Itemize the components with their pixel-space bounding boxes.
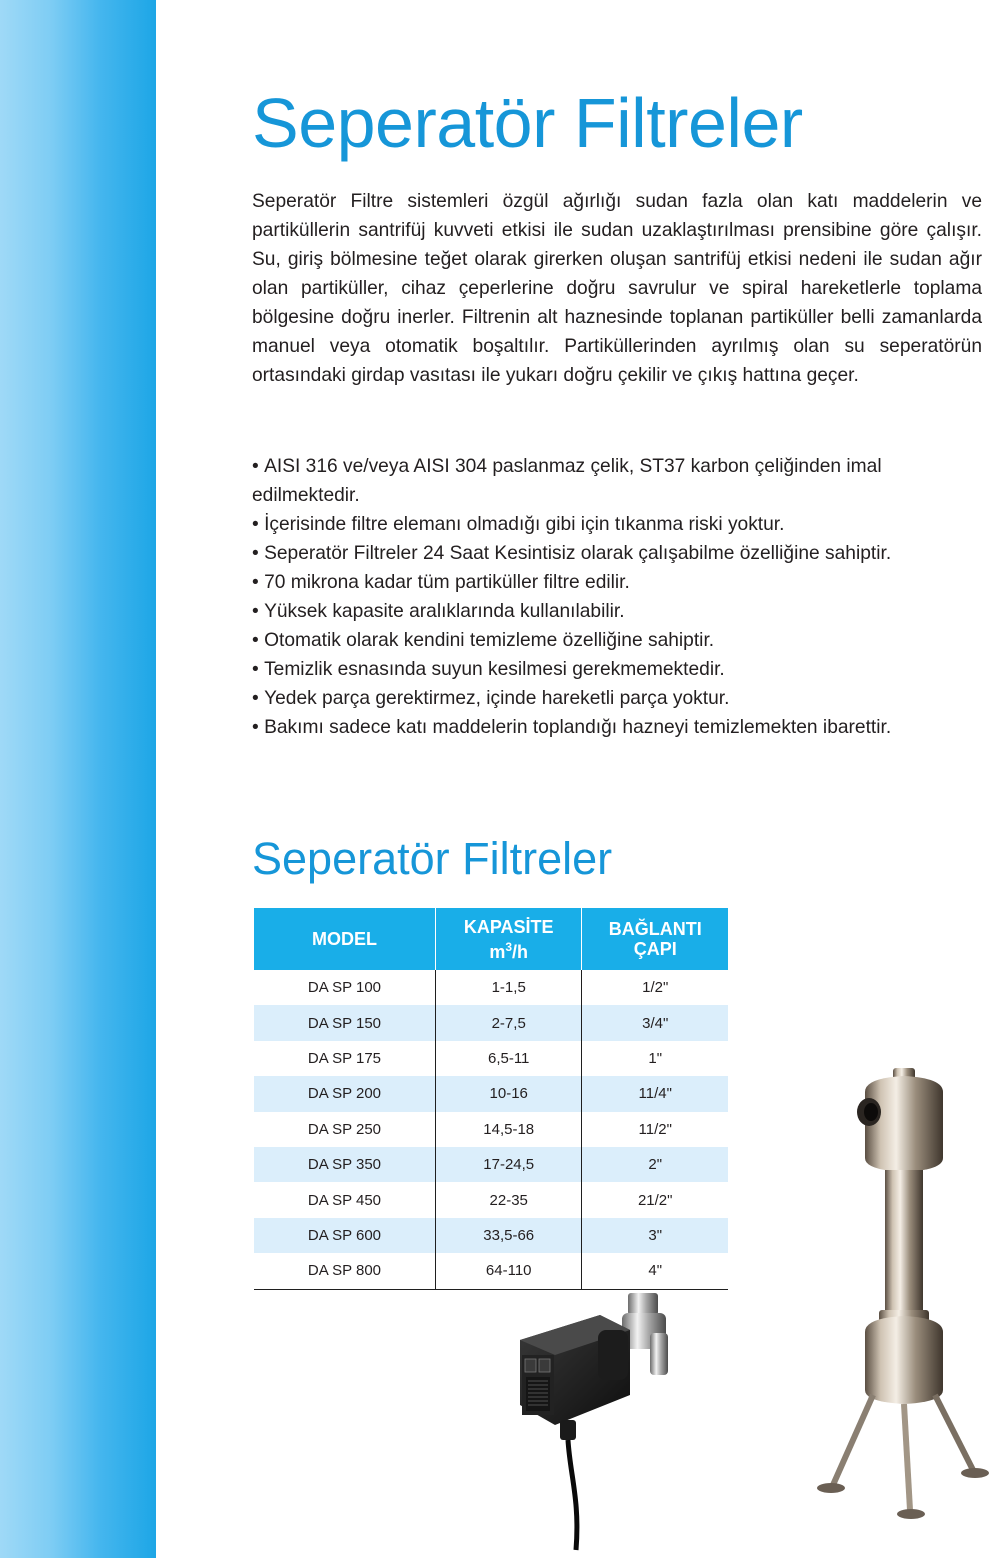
table-header-row [254,908,728,970]
header-model: MODEL [254,908,435,970]
cell-connection: 3/4" [582,1005,728,1040]
cell-capacity: 22-35 [435,1182,582,1217]
feature-item: • Bakımı sadece katı maddelerin toplandığı hazneyi temizlemekten ibarettir. [252,713,992,742]
cell-capacity: 6,5-11 [435,1041,582,1076]
header-capacity-unit: $m^3/h$ [489,939,529,962]
cell-model: DA SP 150 [254,1005,435,1040]
cell-capacity: 1-1,5 [435,970,582,1005]
feature-item: • Temizlik esnasında suyun kesilmesi gerekmemektedir. [252,655,992,684]
table-row [254,970,728,1005]
header-connection-label: BAĞLANTI [608,919,702,939]
header-capacity-label: KAPASİTE [463,916,554,937]
feature-item: • İçerisinde filtre elemanı olmadığı gibi için tıkanma riski yoktur. [252,510,992,539]
cell-model: DA SP 350 [254,1147,435,1182]
table-row [254,1041,728,1076]
cell-model: DA SP 100 [307,979,382,997]
page-title: Seperatör Filtreler [252,84,803,162]
table-row [254,1147,728,1182]
cell-capacity: 17-24,5 [435,1147,582,1182]
cell-connection: 1" [582,1041,728,1076]
feature-item: • AISI 316 ve/veya AISI 304 paslanmaz çelik, ST37 karbon çeliğinden imal edilmektedir. [252,452,992,510]
feature-item: • Otomatik olarak kendini temizleme özelliğine sahiptir. [252,626,992,655]
cell-connection: 4" [582,1253,728,1289]
cell-capacity: 14,5-18 [435,1112,582,1147]
cell-model: DA SP 800 [254,1253,435,1289]
cell-connection: 2" [582,1147,728,1182]
cell-model: DA SP 600 [254,1218,435,1253]
table-row [254,1005,728,1040]
intro-paragraph: Seperatör Filtre sistemleri özgül ağırlığı sudan fazla olan katı maddelerin ve partiküllerin santrifüj kuvveti etkisi ile sudan uzaklaştırılması prensibine göre çalışır. Su, giriş bölmesine teğet olarak girerken oluşan santrifüj etkisi nedeni ile sudan ağır olan partiküller, cihaz çeperlerine doğru savrulur ve spiral hareketlerle toplama bölgesine doğru inerler. Filtrenin alt haznesinde toplanan partiküller belli zamanlarda manuel veya otomatik boşaltılır. Partiküllerinden ayrılmış olan su seperatörün ortasındaki girdap vasıtası ile yukarı doğru çekilir ve çıkış hattına geçer. [252,191,982,386]
cell-connection: 21/2" [582,1182,728,1217]
separator-filter-image [815,1060,990,1535]
table-row [254,1076,728,1111]
cell-connection: 11/4" [582,1076,728,1111]
cell-model: DA SP 175 [307,1049,382,1067]
header-connection [582,908,728,970]
cell-model: DA SP 200 [254,1076,435,1111]
cell-capacity: 2-7,5 [435,1005,582,1040]
cell-capacity: 10-16 [435,1076,582,1111]
cell-connection: 11/2" [582,1112,728,1147]
table-row [254,1218,728,1253]
table-row [254,1253,728,1289]
feature-item: • Yüksek kapasite aralıklarında kullanılabilir. [252,597,992,626]
feature-item: • Seperatör Filtreler 24 Saat Kesintisiz olarak çalışabilme özelliğine sahiptir. [252,539,992,568]
spec-table [254,908,728,1290]
header-capacity [435,908,582,970]
feature-item: • 70 mikrona kadar tüm partiküller filtre edilir. [252,568,992,597]
table-row [254,1112,728,1147]
header-connection-label-2: ÇAPI [633,939,677,959]
cell-connection: 3" [582,1218,728,1253]
cell-connection: 1/2" [582,970,728,1005]
feature-list [252,452,992,742]
cell-capacity: 33,5-66 [435,1218,582,1253]
cell-model: DA SP 250 [307,1120,382,1138]
feature-item: • Yedek parça gerektirmez, içinde hareketli parça yoktur. [252,684,992,713]
sidebar-stripe [0,0,156,1558]
cell-model: DA SP 450 [307,1191,382,1209]
table-title: Seperatör Filtreler [252,833,613,884]
cell-capacity: 64-110 [435,1253,582,1289]
table-row [254,1182,728,1217]
motorized-valve-image [500,1285,700,1555]
